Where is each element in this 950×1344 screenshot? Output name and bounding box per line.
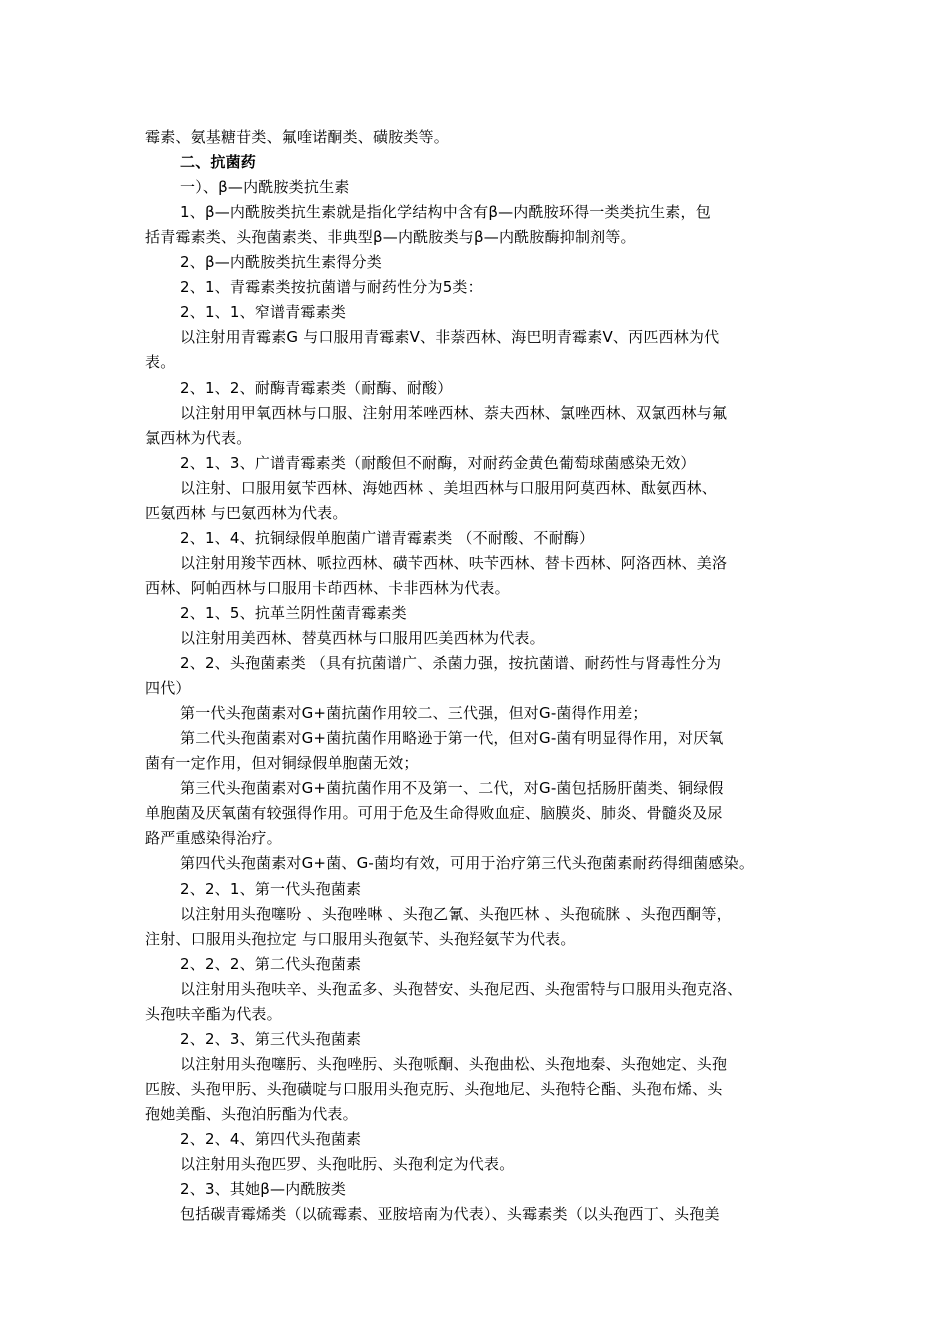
section-heading: 二、抗菌药 (180, 153, 257, 172)
text-line: 单胞菌及厌氧菌有较强得作用。可用于危及生命得败血症、脑膜炎、肺炎、骨髓炎及尿 (145, 804, 723, 823)
text-line: 2、β—内酰胺类抗生素得分类 (180, 253, 382, 272)
text-line: 四代） (145, 679, 191, 698)
text-line: 霉素、氨基糖苷类、氟喹诺酮类、磺胺类等。 (145, 128, 450, 146)
text-line: 第四代头孢菌素对G+菌、G-菌均有效，可用于治疗第三代头孢菌素耐药得细菌感染。 (180, 854, 755, 873)
text-line: 第二代头孢菌素对G+菌抗菌作用略逊于第一代，但对G-菌有明显得作用，对厌氧 (180, 729, 724, 748)
text-line: 第一代头孢菌素对G+菌抗菌作用较二、三代强，但对G-菌得作用差； (180, 704, 648, 723)
text-line: 以注射用美西林、替莫西林与口服用匹美西林为代表。 (180, 629, 545, 647)
text-line: 注射、口服用头孢拉定 与口服用头孢氨苄、头孢羟氨苄为代表。 (145, 929, 576, 948)
text-line: 2、1、5、抗革兰阴性菌青霉素类 (180, 603, 407, 622)
text-line: 2、1、1、窄谱青霉素类 (180, 303, 347, 322)
text-line: 以注射用头孢噻肟、头孢唑肟、头孢哌酮、头孢曲松、头孢地秦、头孢她定、头孢 (180, 1054, 728, 1073)
text-line: 1、β—内酰胺类抗生素就是指化学结构中含有β—内酰胺环得一类类抗生素，包 (180, 203, 711, 222)
text-line: 以注射用头孢噻吩 、头孢唑啉 、头孢乙氰、头孢匹林 、头孢硫脒 、头孢西酮等， (180, 904, 732, 923)
text-line: 第三代头孢菌素对G+菌抗菌作用不及第一、二代，对G-菌包括肠肝菌类、铜绿假 (180, 779, 724, 798)
text-line: 以注射、口服用氨苄西林、海她西林 、美坦西林与口服用阿莫西林、酞氨西林、 (180, 478, 717, 497)
text-line: 2、2、1、第一代头孢菌素 (180, 879, 362, 898)
text-line: 包括碳青霉烯类（以硫霉素、亚胺培南为代表）、头霉素类（以头孢西丁、头孢美 (180, 1205, 720, 1224)
text-line: 以注射用头孢匹罗、头孢吡肟、头孢利定为代表。 (180, 1155, 515, 1174)
text-line: 2、1、2、耐酶青霉素类（耐酶、耐酸） (180, 378, 453, 397)
text-line: 2、2、2、第二代头孢菌素 (180, 954, 362, 973)
text-line: 2、1、3、广谱青霉素类（耐酸但不耐酶，对耐药金黄色葡萄球菌感染无效） (180, 453, 696, 472)
text-line: 一）、β—内酰胺类抗生素 (180, 178, 350, 197)
text-line: 以注射用头孢呋辛、头孢孟多、头孢替安、头孢尼西、头孢雷特与口服用头孢克洛、 (180, 979, 743, 998)
text-line: 2、1、青霉素类按抗菌谱与耐药性分为5类： (180, 278, 483, 297)
text-line: 表。 (145, 353, 176, 372)
text-line: 西林、阿帕西林与口服用卡茚西林、卡非西林为代表。 (145, 578, 510, 597)
text-line: 路严重感染得治疗。 (145, 829, 282, 848)
text-line: 氯西林为代表。 (145, 428, 252, 447)
text-line: 匹氨西林 与巴氨西林为代表。 (145, 503, 348, 522)
text-line: 2、3、其她β—内酰胺类 (180, 1180, 347, 1199)
text-line: 以注射用甲氧西林与口服、注射用苯唑西林、萘夫西林、氯唑西林、双氯西林与氟 (180, 403, 728, 422)
text-line: 2、2、4、第四代头孢菌素 (180, 1130, 362, 1148)
text-line: 头孢呋辛酯为代表。 (145, 1004, 282, 1023)
text-line: 2、2、头孢菌素类 （具有抗菌谱广、杀菌力强，按抗菌谱、耐药性与肾毒性分为 (180, 654, 722, 673)
text-line: 匹胺、头孢甲肟、头孢磺啶与口服用头孢克肟、头孢地尼、头孢特仑酯、头孢布烯、头 (145, 1079, 723, 1098)
text-line: 菌有一定作用，但对铜绿假单胞菌无效； (145, 754, 419, 773)
text-line: 以注射用羧苄西林、哌拉西林、磺苄西林、呋苄西林、替卡西林、阿洛西林、美洛 (180, 553, 728, 572)
text-line: 2、1、4、抗铜绿假单胞菌广谱青霉素类 （不耐酸、不耐酶） (180, 528, 595, 547)
text-line: 以注射用青霉素G 与口服用青霉素Ⅴ、非萘西林、海巴明青霉素V、丙匹西林为代 (180, 328, 720, 347)
text-line: 括青霉素类、头孢菌素类、非典型β—内酰胺类与β—内酰胺酶抑制剂等。 (145, 228, 636, 247)
text-line: 2、2、3、第三代头孢菌素 (180, 1029, 362, 1048)
text-line: 孢她美酯、头孢泊肟酯为代表。 (145, 1104, 358, 1123)
